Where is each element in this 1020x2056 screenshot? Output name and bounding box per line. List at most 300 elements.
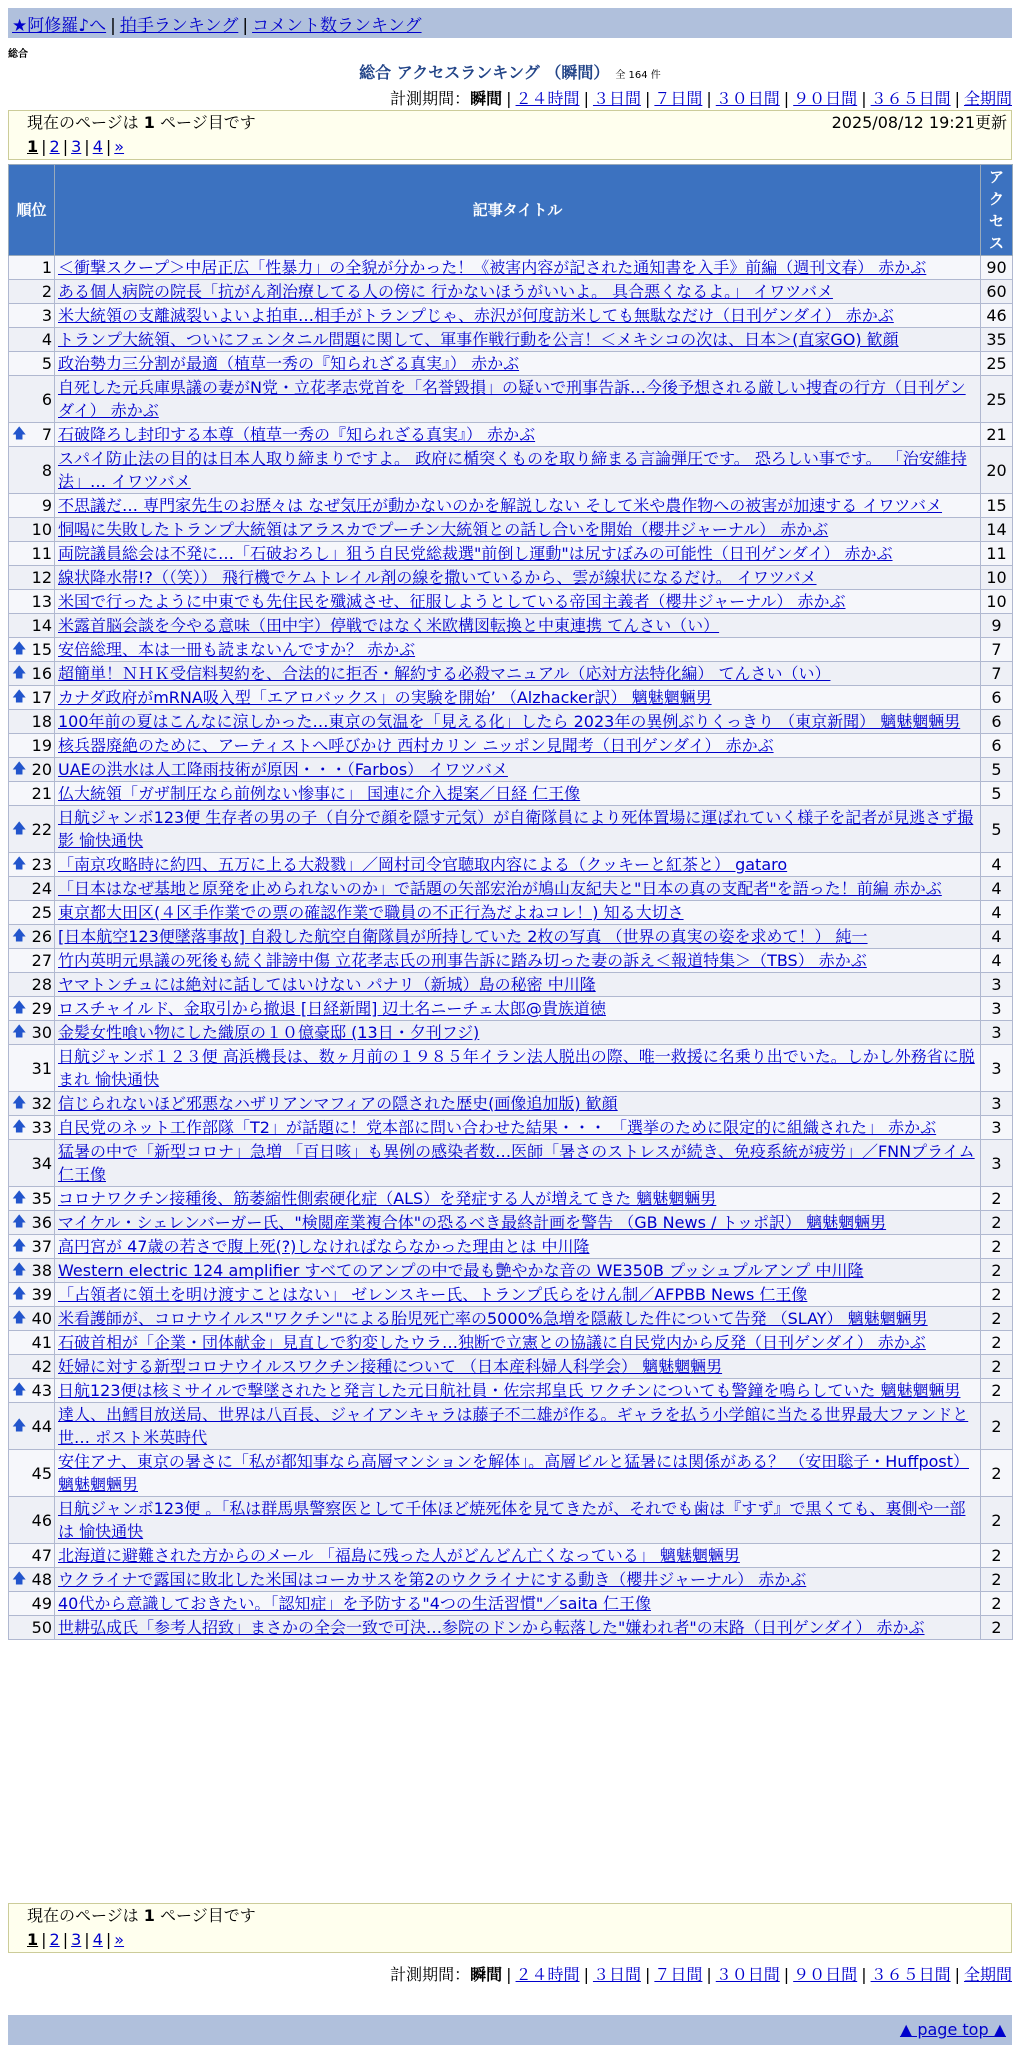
article-link[interactable]: コロナワクチン接種後、筋萎縮性側索硬化症（ALS）を発症する人が増えてきた 魑魅魍魎男	[58, 1189, 717, 1208]
rank-number: 43	[31, 1381, 52, 1400]
title-cell	[55, 447, 981, 494]
rank-number: 6	[41, 389, 52, 409]
table-row	[9, 662, 1013, 686]
table-row	[9, 734, 1013, 758]
rank-number: 32	[31, 1094, 52, 1113]
rank-cell	[9, 376, 55, 423]
table-row	[9, 782, 1013, 806]
article-link[interactable]: カナダ政府がmRNA吸入型「エアロバックス」の実験を開始’ （Alzhacker訳） 魑魅魍魎男	[58, 688, 712, 707]
rank-up-icon: 🡅	[12, 761, 27, 777]
rank-cell	[9, 566, 55, 590]
access-count: 2	[981, 1592, 1013, 1616]
rank-cell	[9, 1568, 55, 1592]
article-link[interactable]: 「南京攻略時に約四、五万に上る大殺戮」／岡村司令官聴取内容による（クッキーと紅茶と） gataro	[58, 855, 788, 874]
title-cell	[55, 638, 981, 662]
table-row	[9, 1283, 1013, 1307]
article-link[interactable]: 竹内英明元県議の死後も続く誹謗中傷 立花孝志氏の刑事告訴に踏み切った妻の訴え＜報道特集＞（TBS） 赤かぶ	[58, 951, 867, 970]
article-link[interactable]: 日航ジャンボ123便 。「私は群馬県警察医として千体ほど焼死体を見てきたが、それでも歯は『すず』で黒くても、裏側や一部は 愉快通快	[58, 1499, 966, 1541]
table-row	[9, 1140, 1013, 1187]
rank-cell	[9, 853, 55, 877]
rank-up-icon: 🡅	[12, 665, 27, 681]
page-link[interactable]: 3	[71, 137, 82, 156]
rank-cell	[9, 1140, 55, 1187]
rank-number: 16	[31, 664, 52, 683]
title-cell	[55, 352, 981, 376]
title-cell	[55, 280, 981, 304]
rank-up-icon: 🡅	[12, 1024, 27, 1040]
page-separator: |	[84, 137, 90, 156]
period-label: 計測期間：	[390, 89, 471, 108]
article-link[interactable]: 北海道に避難された方からのメール 「福島に残った人がどんどん亡くなっている」 魑魅魍魎男	[58, 1546, 740, 1565]
rank-number: 31	[31, 1058, 52, 1078]
applause-ranking-link[interactable]: 拍手ランキング	[119, 16, 239, 36]
period-link[interactable]: ３日間	[592, 89, 641, 108]
title-cell	[55, 1379, 981, 1403]
period-current: 瞬間	[470, 1965, 503, 1984]
article-link[interactable]: 仏大統領「ガザ制圧なら前例ない惨事に」 国連に介入提案／日経 仁王像	[58, 784, 581, 803]
access-count: 3	[981, 1116, 1013, 1140]
rank-cell	[9, 1116, 55, 1140]
period-link[interactable]: ２４時間	[515, 1965, 580, 1984]
title-cell	[55, 1116, 981, 1140]
access-count: 4	[981, 901, 1013, 925]
access-count: 21	[981, 423, 1013, 447]
period-link[interactable]: ７日間	[654, 89, 703, 108]
title-cell	[55, 973, 981, 997]
access-count: 2	[981, 1307, 1013, 1331]
access-count: 25	[981, 376, 1013, 423]
rank-cell	[9, 256, 55, 280]
page-status-pre: 現在のページは	[27, 113, 144, 132]
rank-number: 25	[31, 903, 52, 922]
access-count: 14	[981, 518, 1013, 542]
access-count: 7	[981, 638, 1013, 662]
access-count: 2	[981, 1544, 1013, 1568]
article-link[interactable]: ウクライナで露国に敗北した米国はコーカサスを第2のウクライナにする動き（櫻井ジャーナル） 赤かぶ	[58, 1570, 807, 1589]
title-cell	[55, 662, 981, 686]
footer-bar	[8, 2015, 1012, 2045]
article-link[interactable]: ヤマトンチュには絶対に話してはいけない パナリ（新城）島の秘密 中川隆	[58, 975, 596, 994]
article-link[interactable]: 政治勢力三分割が最適（植草一秀の『知られざる真実』） 赤かぶ	[58, 354, 520, 373]
rank-number: 44	[31, 1416, 52, 1436]
article-link[interactable]: 信じられないほど邪悪なハザリアンマフィアの隠された歴史(画像追加版) 歓顔	[58, 1094, 618, 1113]
period-separator: |	[783, 1965, 790, 1984]
period-link[interactable]: ３日間	[592, 1965, 641, 1984]
access-count: 3	[981, 997, 1013, 1021]
rank-cell	[9, 447, 55, 494]
title-cell	[55, 542, 981, 566]
rank-number: 13	[31, 592, 52, 611]
table-row	[9, 494, 1013, 518]
access-count: 3	[981, 1045, 1013, 1092]
access-count: 5	[981, 806, 1013, 853]
title-cell	[55, 1497, 981, 1544]
table-row	[9, 949, 1013, 973]
article-link[interactable]: ある個人病院の院長「抗がん剤治療してる人の傍に 行かないほうがいいよ。 具合悪くなるよ。」 イワツバメ	[58, 282, 833, 301]
rank-number: 49	[31, 1594, 52, 1613]
next-page-link[interactable]: »	[114, 1930, 125, 1949]
rank-cell	[9, 328, 55, 352]
nav-separator: |	[110, 16, 116, 36]
access-count: 10	[981, 566, 1013, 590]
rank-number: 26	[31, 927, 52, 946]
title-cell	[55, 1092, 981, 1116]
genre-label: 総合	[8, 49, 28, 60]
rank-cell	[9, 638, 55, 662]
table-row	[9, 1259, 1013, 1283]
rank-up-icon: 🡅	[12, 1417, 27, 1434]
table-row	[9, 806, 1013, 853]
period-separator: |	[644, 89, 651, 108]
article-link[interactable]: 「日本はなぜ基地と原発を止められないのか」で話題の矢部宏治が鳩山友紀夫と"日本の真の支配者"を語った！前編 赤かぶ	[58, 879, 942, 898]
next-page-link[interactable]: »	[114, 137, 125, 156]
table-row	[9, 925, 1013, 949]
access-count: 3	[981, 1092, 1013, 1116]
period-separator: |	[861, 89, 867, 108]
rank-number: 30	[31, 1023, 52, 1042]
table-row	[9, 973, 1013, 997]
rank-number: 9	[41, 496, 52, 515]
page-separator: |	[41, 137, 47, 156]
access-count: 6	[981, 686, 1013, 710]
access-count: 2	[981, 1379, 1013, 1403]
table-row	[9, 566, 1013, 590]
access-count: 4	[981, 949, 1013, 973]
period-link[interactable]: ３０日間	[715, 89, 780, 108]
page-separator: |	[62, 1930, 69, 1949]
rank-number: 8	[41, 460, 52, 480]
access-count: 2	[981, 1235, 1013, 1259]
col-rank: 順位	[9, 165, 55, 256]
col-access: アクセス	[981, 165, 1013, 256]
period-link[interactable]: ３６５日間	[870, 1965, 951, 1984]
article-link[interactable]: 金髪女性喰い物にした織原の１０億豪邸 (13日・夕刊フジ)	[58, 1023, 480, 1042]
article-link[interactable]: 石破降ろし封印する本尊（植草一秀の『知られざる真実』） 赤かぶ	[58, 425, 536, 444]
access-count: 4	[981, 853, 1013, 877]
access-count: 2	[981, 1187, 1013, 1211]
page-links-bottom	[9, 1928, 1011, 1952]
rank-cell	[9, 925, 55, 949]
access-count: 2	[981, 1450, 1013, 1497]
rank-number: 27	[31, 951, 52, 970]
table-row	[9, 1568, 1013, 1592]
title-cell	[55, 997, 981, 1021]
period-separator: |	[861, 1965, 867, 1984]
table-row	[9, 518, 1013, 542]
rank-number: 48	[31, 1570, 52, 1589]
rank-number: 50	[31, 1618, 52, 1637]
access-count: 2	[981, 1616, 1013, 1640]
rank-number: 36	[31, 1213, 52, 1232]
title-cell	[55, 1355, 981, 1379]
article-link[interactable]: トランプ大統領、ついにフェンタニル問題に関して、軍事作戦行動を公言！＜メキシコの次は、日本＞(直家GO) 歓顔	[58, 330, 899, 349]
title-cell	[55, 1403, 981, 1450]
access-count: 2	[981, 1283, 1013, 1307]
table-row	[9, 1045, 1013, 1092]
article-link[interactable]: 石破首相が「企業・団体献金」見直しで豹変したウラ…独断で立憲との協議に自民党内から反発（日刊ゲンダイ） 赤かぶ	[58, 1333, 926, 1352]
article-link[interactable]: 恫喝に失敗したトランプ大統領はアラスカでプーチン大統領との話し合いを開始（櫻井ジャーナル） 赤かぶ	[58, 520, 829, 539]
period-label: 計測期間：	[390, 1965, 471, 1984]
rank-up-icon: 🡅	[12, 856, 27, 872]
article-link[interactable]: スパイ防止法の目的は日本人取り締まりですよ。 政府に楯突くものを取り締まる言論弾圧です。 恐ろしい事です。 「治安維持法」… イワツバメ	[58, 449, 967, 491]
table-row	[9, 1450, 1013, 1497]
article-link[interactable]: ロスチャイルド、金取引から撤退 [日経新聞] 辺土名ニーチェ太郎@貴族道徳	[58, 999, 606, 1018]
period-link[interactable]: ９０日間	[793, 1965, 858, 1984]
access-count: 6	[981, 734, 1013, 758]
article-link[interactable]: [日本航空123便墜落事故] 自殺した航空自衛隊員が所持していた 2枚の写真 （世界の真実の姿を求めて！） 純一	[58, 927, 868, 946]
rank-cell	[9, 758, 55, 782]
article-link[interactable]: 世耕弘成氏「参考人招致」まさかの全会一致で可決…参院のドンから転落した"嫌われ者"の末路（日刊ゲンダイ） 赤かぶ	[58, 1618, 925, 1637]
title-cell	[55, 1331, 981, 1355]
rank-cell	[9, 1497, 55, 1544]
page-links	[9, 135, 1011, 159]
title-cell	[55, 949, 981, 973]
top-nav-bar	[8, 8, 1012, 38]
article-link[interactable]: 米大統領の支離滅裂いよいよ拍車…相手がトランプじゃ、赤沢が何度訪米しても無駄なだけ（日刊ゲンダイ） 赤かぶ	[58, 306, 894, 325]
article-link[interactable]: 日航123便は核ミサイルで撃墜されたと発言した元日航社員・佐宗邦皇氏 ワクチンについても警鐘を鳴らしていた 魑魅魍魎男	[58, 1381, 961, 1400]
rank-number: 35	[31, 1189, 52, 1208]
title-cell	[55, 1211, 981, 1235]
rank-number: 24	[31, 879, 52, 898]
article-link[interactable]: 達人、出鱈目放送局、世界は八百長、ジャイアンキャラは藤子不二雄が作る。ギャラを払う小学館に当たる世界最大ファンドと世… ポスト米英時代	[58, 1405, 969, 1447]
title-cell	[55, 758, 981, 782]
rank-number: 47	[31, 1546, 52, 1565]
title-cell	[55, 328, 981, 352]
title-cell	[55, 423, 981, 447]
rank-number: 5	[41, 354, 52, 373]
title-cell	[55, 256, 981, 280]
title-cell	[55, 1544, 981, 1568]
article-link[interactable]: 米露首脳会談を今やる意味（田中宇）停戦ではなく米欧構図転換と中東連携 てんさい（い）	[58, 616, 720, 635]
access-count: 90	[981, 256, 1013, 280]
rank-cell	[9, 710, 55, 734]
pager-bottom	[8, 1903, 1012, 1953]
article-link[interactable]: Western electric 124 amplifier すべてのアンプの中で最も艶やかな音の WE350B プッシュプルアンプ 中川隆	[58, 1261, 864, 1280]
article-link[interactable]: 妊婦に対する新型コロナウイルスワクチン接種について （日本産科婦人科学会） 魑魅魍魎男	[58, 1357, 723, 1376]
title-cell	[55, 1259, 981, 1283]
period-link[interactable]: 全期間	[963, 1965, 1012, 1984]
access-count: 20	[981, 447, 1013, 494]
article-link[interactable]: 東京都大田区(４区手作業での票の確認作業で職員の不正行為だよねコレ！) 知る大切さ	[58, 903, 684, 922]
table-row	[9, 256, 1013, 280]
rank-number: 18	[31, 712, 52, 731]
page-link[interactable]: 3	[71, 1930, 82, 1949]
article-link[interactable]: 「占領者に領土を明け渡すことはない」 ゼレンスキー氏、トランプ氏らをけん制／AFPBB News 仁王像	[58, 1285, 808, 1304]
page-current: 1	[27, 1930, 39, 1949]
rank-cell	[9, 1544, 55, 1568]
total-count: 全 164 件	[615, 70, 661, 81]
access-count: 6	[981, 710, 1013, 734]
table-row	[9, 853, 1013, 877]
table-row	[9, 304, 1013, 328]
access-count: 25	[981, 352, 1013, 376]
article-link[interactable]: UAEの洪水は人工降雨技術が原因・・・（Farbos） イワツバメ	[58, 760, 508, 779]
page-status-pre: 現在のページは	[27, 1906, 144, 1925]
rank-number: 21	[31, 784, 52, 803]
table-row	[9, 1592, 1013, 1616]
access-count: 2	[981, 1211, 1013, 1235]
ranking-table	[8, 164, 1013, 1640]
access-count: 7	[981, 662, 1013, 686]
article-link[interactable]: 線状降水帯!?（（笑）） 飛行機でケムトレイル剤の線を撒いているから、雲が線状になるだけ。 イワツバメ	[58, 568, 817, 587]
article-link[interactable]: 日航ジャンボ123便 生存者の男の子（自分で顔を隠す元気）が自衛隊員により死体置場に運ばれていく様子を記者が見逃さず撮影 愉快通快	[58, 808, 974, 850]
page-link[interactable]: 2	[49, 137, 60, 156]
page-separator: |	[105, 137, 112, 156]
table-row	[9, 447, 1013, 494]
table-row	[9, 590, 1013, 614]
title-cell	[55, 566, 981, 590]
access-count: 2	[981, 1497, 1013, 1544]
period-separator: |	[954, 89, 960, 108]
table-row	[9, 1355, 1013, 1379]
article-link[interactable]: 自死した元兵庫県議の妻がN党・立花孝志党首を「名誉毀損」の疑いで刑事告訴…今後予想される厳しい捜査の行方（日刊ゲンダイ） 赤かぶ	[58, 378, 966, 420]
rank-number: 20	[31, 760, 52, 779]
table-header	[9, 165, 1013, 256]
rank-up-icon: 🡅	[12, 928, 27, 944]
access-count: 5	[981, 758, 1013, 782]
rank-up-icon: 🡅	[12, 641, 27, 657]
rank-number: 22	[31, 819, 52, 839]
pager-top	[8, 110, 1012, 160]
article-link[interactable]: 安倍総理、本は一冊も読まないんですか？ 赤かぶ	[58, 640, 416, 659]
rank-up-icon: 🡅	[12, 426, 27, 442]
rank-number: 46	[31, 1510, 52, 1530]
article-link[interactable]: 高円宮が 47歳の若さで腹上死(?)しなければならなかった理由とは 中川隆	[58, 1237, 590, 1256]
rank-cell	[9, 949, 55, 973]
rank-number: 45	[31, 1463, 52, 1483]
rank-number: 4	[41, 330, 52, 349]
article-link[interactable]: 米看護師が、コロナウイルス"ワクチン"による胎児死亡率の5000%急増を隠蔽した件について告発 （SLAY） 魑魅魍魎男	[58, 1309, 928, 1328]
access-count: 3	[981, 1140, 1013, 1187]
rank-cell	[9, 352, 55, 376]
access-count: 2	[981, 1259, 1013, 1283]
period-link[interactable]: ３６５日間	[870, 89, 951, 108]
table-row	[9, 328, 1013, 352]
period-separator: |	[954, 1965, 960, 1984]
title-cell	[55, 1307, 981, 1331]
article-link[interactable]: 猛暑の中で「新型コロナ」急増 「百日咳」も異例の感染者数…医師「暑さのストレスが続き、免疫系統が疲労」／FNNプライム 仁王像	[58, 1142, 975, 1184]
page-link[interactable]: 4	[92, 137, 103, 156]
comment-ranking-link[interactable]: コメント数ランキング	[252, 16, 422, 36]
title-cell	[55, 304, 981, 328]
title-cell	[55, 1235, 981, 1259]
table-row	[9, 1021, 1013, 1045]
title-cell	[55, 1450, 981, 1497]
rank-up-icon: 🡅	[12, 1190, 27, 1206]
rank-cell	[9, 662, 55, 686]
table-row	[9, 1379, 1013, 1403]
rank-number: 2	[41, 282, 52, 301]
page-title	[0, 60, 1020, 83]
article-link[interactable]: 日航ジャンボ１２３便 高浜機長は、数ヶ月前の１９８５年イラン法人脱出の際、唯一救援に名乗り出でいた。しかし外務省に脱まれ 愉快通快	[58, 1047, 975, 1089]
rank-cell	[9, 877, 55, 901]
period-link[interactable]: 全期間	[963, 89, 1012, 108]
rank-cell	[9, 686, 55, 710]
article-link[interactable]: 安住アナ、東京の暑さに「私が都知事なら高層マンションを解体」。高層ビルと猛暑には関係がある？ （安田聡子・Huffpost） 魑魅魍魎男	[58, 1452, 969, 1494]
rank-cell	[9, 590, 55, 614]
page-link[interactable]: 2	[49, 1930, 60, 1949]
rank-cell	[9, 1211, 55, 1235]
article-link[interactable]: 超簡単！ＮＨＫ受信料契約を、合法的に拒否・解約する必殺マニュアル（応対方法特化編） てんさい（い）	[58, 664, 831, 683]
access-count: 4	[981, 925, 1013, 949]
page-top-link[interactable]: ▲ page top ▲	[899, 2020, 1006, 2039]
page-separator: |	[84, 1930, 90, 1949]
period-separator: |	[583, 89, 589, 108]
rank-number: 14	[31, 616, 52, 635]
table-row	[9, 423, 1013, 447]
rank-up-icon: 🡅	[12, 1310, 27, 1326]
article-link[interactable]: 核兵器廃絶のために、アーティストへ呼びかけ 西村カリン ニッポン見聞考（日刊ゲンダイ） 赤かぶ	[58, 736, 774, 755]
title-cell	[55, 853, 981, 877]
period-link[interactable]: ３０日間	[715, 1965, 780, 1984]
article-link[interactable]: 100年前の夏はこんなに涼しかった…東京の気温を「見える化」したら 2023年の異例ぶりくっきり （東京新聞） 魑魅魍魎男	[58, 712, 961, 731]
table-row	[9, 686, 1013, 710]
page-separator: |	[41, 1930, 47, 1949]
article-link[interactable]: 自民党のネット工作部隊「T2」が話題に！党本部に問い合わせた結果・・・ 「選挙のために限定的に組織された」 赤かぶ	[58, 1118, 937, 1137]
rank-cell	[9, 1283, 55, 1307]
rank-number: 23	[31, 855, 52, 874]
access-count: 2	[981, 1355, 1013, 1379]
title-cell	[55, 590, 981, 614]
title-cell	[55, 782, 981, 806]
article-link[interactable]: 両院議員総会は不発に…「石破おろし」狙う自民党総裁選"前倒し運動"は尻すぼみの可能性（日刊ゲンダイ） 赤かぶ	[58, 544, 893, 563]
period-link[interactable]: ２４時間	[515, 89, 580, 108]
access-count: 4	[981, 877, 1013, 901]
rank-up-icon: 🡅	[12, 1262, 27, 1278]
period-separator: |	[706, 1965, 712, 1984]
title-cell	[55, 1283, 981, 1307]
article-link[interactable]: 不思議だ… 専門家先生のお歴々は なぜ気圧が動かないのかを解説しない そして米や農作物への被害が加速する イワツバメ	[58, 496, 943, 515]
period-separator: |	[583, 1965, 589, 1984]
access-count: 11	[981, 542, 1013, 566]
rank-up-icon: 🡅	[12, 1238, 27, 1254]
table-row	[9, 997, 1013, 1021]
table-row	[9, 1403, 1013, 1450]
rank-number: 28	[31, 975, 52, 994]
article-link[interactable]: マイケル・シェレンバーガー氏、"検閲産業複合体"の恐るべき最終計画を警告 （GB News / トッポ訳） 魑魅魍魎男	[58, 1213, 887, 1232]
page-separator: |	[62, 137, 69, 156]
rank-up-icon: 🡅	[12, 1571, 27, 1587]
article-link[interactable]: ＜衝撃スクープ＞中居正広「性暴力」の全貌が分かった！《被害内容が記された通知書を入手》前編（週刊文春） 赤かぶ	[58, 258, 927, 277]
page-link[interactable]: 4	[92, 1930, 103, 1949]
rank-number: 41	[31, 1333, 52, 1352]
access-count: 3	[981, 973, 1013, 997]
rank-up-icon: 🡅	[12, 1214, 27, 1230]
home-link[interactable]: ★阿修羅♪へ	[12, 16, 107, 36]
page-status-post: ページ目です	[154, 113, 256, 132]
article-link[interactable]: 米国で行ったように中東でも先住民を殲滅させ、征服しようとしている帝国主義者（櫻井ジャーナル） 赤かぶ	[58, 592, 846, 611]
rank-cell	[9, 1592, 55, 1616]
access-count: 3	[981, 1021, 1013, 1045]
rank-number: 3	[41, 306, 52, 325]
rank-cell	[9, 782, 55, 806]
access-count: 2	[981, 1568, 1013, 1592]
title-cell	[55, 1616, 981, 1640]
rank-cell	[9, 1092, 55, 1116]
article-link[interactable]: 40代から意識しておきたい。「認知症」を予防する"4つの生活習慣"／saita 仁王像	[58, 1594, 652, 1613]
table-row	[9, 1092, 1013, 1116]
period-link[interactable]: ７日間	[654, 1965, 703, 1984]
access-count: 10	[981, 590, 1013, 614]
rank-cell	[9, 901, 55, 925]
access-count: 5	[981, 782, 1013, 806]
period-separator: |	[506, 1965, 512, 1984]
period-link[interactable]: ９０日間	[793, 89, 858, 108]
rank-number: 29	[31, 999, 52, 1018]
table-row	[9, 638, 1013, 662]
access-count: 60	[981, 280, 1013, 304]
period-current: 瞬間	[470, 89, 503, 108]
